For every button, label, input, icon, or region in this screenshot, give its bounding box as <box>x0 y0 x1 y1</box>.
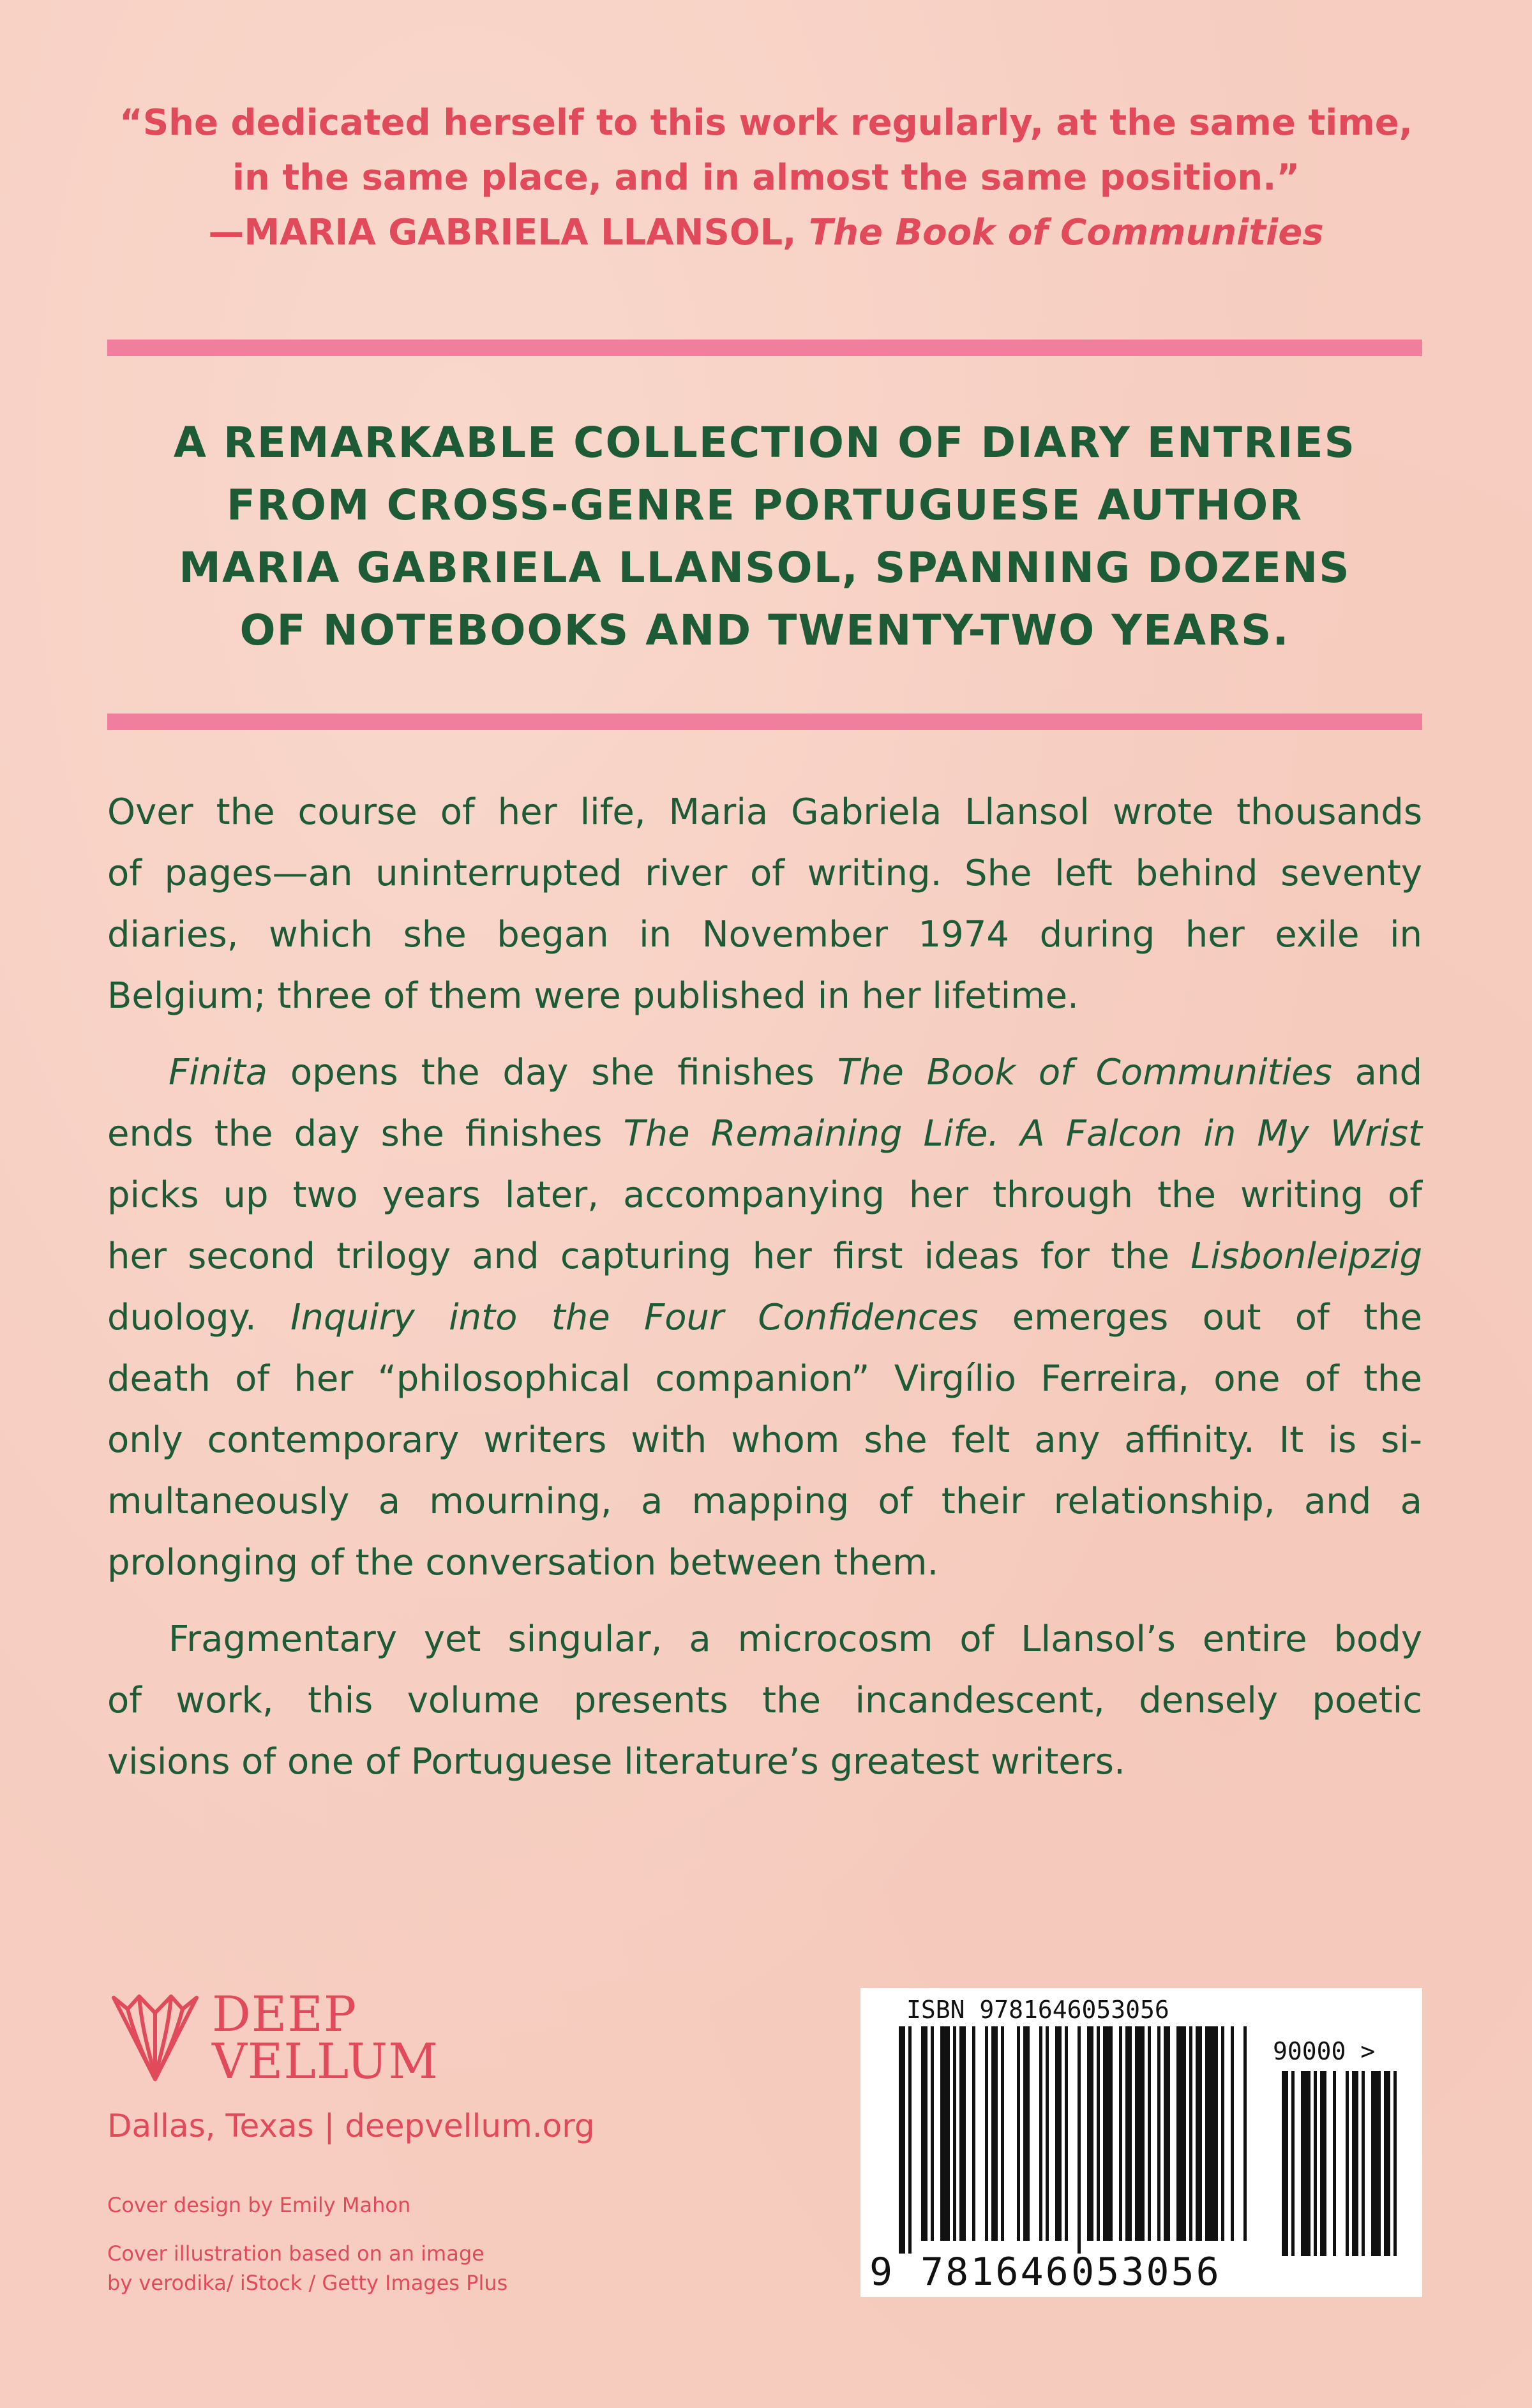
illustration-credit: by verodika/ iStock / Getty Images Plus <box>107 2271 508 2295</box>
isbn-barcode <box>860 1988 1422 2297</box>
addon-bar <box>1314 2071 1317 2256</box>
quote-line: in the same place, and in almost the same position.” <box>232 157 1300 198</box>
body-line: of work, this volume presents the incandescent, densely poetic <box>107 1680 1422 1721</box>
barcode-bar <box>972 2026 975 2241</box>
headline-line: MARIA GABRIELA LLANSOL, SPANNING DOZENS <box>179 543 1351 592</box>
body-line <box>107 1103 1422 1165</box>
body-line: only contemporary writers with whom she felt any affinity. It is si- <box>107 1419 1422 1461</box>
design-credit: Cover design by Emily Mahon <box>107 2193 411 2217</box>
barcode-bar <box>1087 2026 1093 2241</box>
cover-credits <box>107 2190 682 2298</box>
barcode-bar <box>1231 2026 1234 2241</box>
body-line: multaneously a mourning, a mapping of their relationship, and a <box>107 1481 1422 1522</box>
body-line: Fragmentary yet singular, a microcosm of Llansol’s entire body <box>169 1619 1422 1660</box>
barcode-bar <box>1243 2026 1247 2241</box>
addon-bar <box>1320 2071 1326 2256</box>
book-title: The Remaining Life. A Falcon in My Wrist <box>623 1113 1422 1155</box>
addon-bar <box>1393 2071 1397 2256</box>
addon-bar <box>1346 2071 1349 2256</box>
publisher-location: Dallas, Texas | deepvellum.org <box>107 2107 595 2144</box>
barcode-bar <box>1103 2026 1113 2241</box>
body-text: ends the day she finishes <box>107 1113 624 1155</box>
body-line <box>107 1226 1422 1287</box>
addon-bar <box>1282 2071 1288 2256</box>
barcode-bar <box>1046 2026 1049 2241</box>
flower-icon <box>107 1990 203 2086</box>
barcode-bar <box>1135 2026 1145 2241</box>
headline-line: A REMARKABLE COLLECTION OF DIARY ENTRIES <box>173 418 1356 467</box>
barcode-bar <box>1097 2026 1100 2241</box>
description-body <box>107 782 1422 1793</box>
top-divider <box>107 340 1422 356</box>
barcode-bar <box>953 2026 956 2241</box>
body-text: and <box>1332 1052 1422 1093</box>
isbn-label: ISBN 9781646053056 <box>906 1996 1169 2024</box>
book-title: Lisbonleipzig <box>1190 1236 1422 1277</box>
headline-line: FROM CROSS-GENRE PORTUGUESE AUTHOR <box>226 481 1303 530</box>
barcode-bar <box>1023 2026 1030 2241</box>
body-text: her second trilogy and capturing her first ideas for the <box>107 1236 1191 1277</box>
addon-bar <box>1333 2071 1336 2256</box>
barcode-bar <box>1119 2026 1122 2241</box>
body-line: death of her “philosophical companion” Virgílio Ferreira, one of the <box>107 1358 1422 1400</box>
body-line <box>107 1287 1422 1349</box>
barcode-bar <box>1196 2026 1202 2241</box>
body-line: Belgium; three of them were published in her lifetime. <box>107 975 1079 1017</box>
body-line: visions of one of Portuguese literature’s greatest writers. <box>107 1741 1125 1783</box>
body-line: Over the course of her life, Maria Gabriela Llansol wrote thousands <box>107 791 1422 833</box>
barcode-bar <box>991 2026 998 2241</box>
barcode-bar <box>985 2026 988 2241</box>
barcode-bar <box>1164 2026 1170 2241</box>
addon-bar <box>1352 2071 1358 2256</box>
attribution-title: The Book of Communities <box>808 212 1324 253</box>
barcode-bar <box>1065 2026 1068 2241</box>
addon-bar <box>1371 2071 1381 2256</box>
barcode-bar <box>1078 2026 1081 2254</box>
illustration-credit: Cover illustration based on an image <box>107 2241 484 2266</box>
barcode-bar <box>1001 2026 1004 2241</box>
barcode-bar <box>908 2026 912 2254</box>
barcode-digits-left: 781646 <box>920 2250 1070 2294</box>
attribution-author: —MARIA GABRIELA LLANSOL, <box>208 212 809 253</box>
barcode-bar <box>1125 2026 1132 2241</box>
body-text: duology. <box>107 1297 290 1338</box>
barcode-bar <box>1189 2026 1192 2241</box>
barcode-bar <box>1017 2026 1020 2241</box>
body-line: prolonging of the conversation between them. <box>107 1542 939 1583</box>
addon-bar <box>1291 2071 1295 2256</box>
addon-bar <box>1301 2071 1310 2256</box>
book-title: Inquiry into the Four Confidences <box>290 1297 979 1338</box>
addon-bar <box>1384 2071 1390 2256</box>
publisher-wordmark <box>212 1985 439 2090</box>
barcode-bar <box>921 2026 927 2241</box>
barcode-bar <box>1176 2026 1186 2241</box>
body-line <box>107 1042 1422 1103</box>
epigraph-quote <box>109 96 1423 260</box>
headline-blurb <box>107 412 1422 662</box>
barcode-bar <box>1039 2026 1042 2241</box>
quote-line: “She dedicated herself to this work regularly, at the same time, <box>119 102 1413 144</box>
wordmark-line: VELLUM <box>212 2032 439 2090</box>
barcode-bar <box>899 2026 905 2254</box>
barcode-bar <box>931 2026 934 2241</box>
bottom-divider <box>107 714 1422 730</box>
barcode-bar <box>1221 2026 1224 2241</box>
barcode-bar <box>1055 2026 1062 2241</box>
price-addon-label: 90000 > <box>1273 2037 1376 2065</box>
publisher-logo <box>107 1982 554 2093</box>
barcode-digits-right: 053056 <box>1071 2250 1221 2294</box>
book-title: Finita <box>169 1052 268 1093</box>
body-text: opens the day she finishes <box>267 1052 837 1093</box>
body-line: picks up two years later, accompanying her through the writing of <box>107 1174 1422 1216</box>
book-title: The Book of Communities <box>837 1052 1332 1093</box>
barcode-digit-first: 9 <box>869 2250 893 2294</box>
body-line: diaries, which she began in November 1974 during her exile in <box>107 914 1422 955</box>
headline-line: OF NOTEBOOKS AND TWENTY-TWO YEARS. <box>239 606 1290 655</box>
quote-attribution <box>109 206 1423 260</box>
barcode-bar <box>959 2026 966 2241</box>
wordmark-line: DEEP <box>212 1985 357 2042</box>
barcode-bar <box>940 2026 950 2241</box>
barcode-bar <box>1205 2026 1218 2241</box>
barcode-bars <box>873 2026 1416 2256</box>
addon-bar <box>1362 2071 1365 2256</box>
barcode-bar <box>1157 2026 1160 2241</box>
barcode-bar <box>1148 2026 1151 2241</box>
body-text: emerges out of the <box>978 1297 1422 1338</box>
body-line: of pages—an uninterrupted river of writing. She left behind seventy <box>107 853 1422 894</box>
